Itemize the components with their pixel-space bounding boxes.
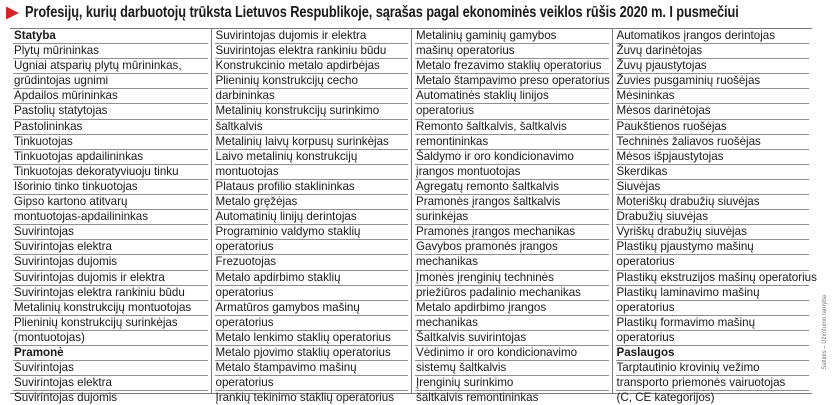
table-row: Įmonės įrenginių techninės [415, 271, 609, 286]
table-row: Metalinių konstrukcijų montuotojas [13, 301, 208, 316]
table-row: surinkėjas [415, 210, 609, 225]
table-column-1 [10, 29, 211, 405]
table-row: operatorius [215, 286, 409, 301]
table-row: Metalo gręžėjas [215, 195, 409, 210]
table-row: Pramonės įrangos mechanikas [415, 225, 609, 240]
table-row: Ugniai atsparių plytų mūrininkas, [13, 59, 208, 74]
table-row: Paukštienos ruošėjas [616, 120, 810, 135]
table-row: operatorius [215, 240, 409, 255]
table-row: Siuvėjas [616, 180, 810, 195]
table-row: darbininkas [215, 89, 409, 104]
table-row: įrangos montuotojas [415, 165, 609, 180]
table-row: operatorius [415, 104, 609, 119]
section-header: Pramonė [13, 346, 208, 361]
table-row: Armatūros gamybos mašinų [215, 301, 409, 316]
table-row: Tinkuotojas apdailininkas [13, 150, 208, 165]
table-row: (montuotojas) [13, 331, 208, 346]
table-row: Metalo frezavimo staklių operatorius [415, 59, 609, 74]
table-row: Automatinės staklių linijos [415, 89, 609, 104]
table-row: Metalo pjovimo staklių operatorius [215, 346, 409, 361]
table-row: Laivo metalinių konstrukcijų [215, 150, 409, 165]
table-row: Išorinio tinko tinkuotojas [13, 180, 208, 195]
table-row: Agregatų remonto šaltkalvis [415, 180, 609, 195]
table-row: Tinkuotojas [13, 135, 208, 150]
table-row: Pastolių statytojas [13, 104, 208, 119]
table-row: operatorius [616, 255, 810, 270]
table-row: Automatikos įrangos derintojas [616, 29, 810, 44]
table-row: Suvirintojas dujomis [14, 391, 118, 405]
table-row: Plieninių konstrukcijų surinkėjas [13, 316, 208, 331]
table-row: Metalo apdirbimo įrangos [415, 301, 609, 316]
table-row: Suvirintojas [13, 225, 208, 240]
table-row: mechanikas [415, 316, 609, 331]
table-row: sistemų šaltkalvis [415, 361, 609, 376]
table-row: Šaltkalvis suvirintojas [415, 331, 609, 346]
table-column-4 [612, 29, 817, 405]
table-row: Suvirintojas dujomis ir elektra [13, 271, 208, 286]
table-row: Plastikų pjaustymo mašinų [616, 240, 810, 255]
table-row: Automatinių linijų derintojas [215, 210, 409, 225]
table-row: Mėsininkas [616, 89, 810, 104]
table-row: Metalinių gaminių gamybos [415, 29, 609, 44]
table-row: Plytų mūrininkas [13, 44, 208, 59]
professions-table [10, 28, 817, 405]
table-row: mašinų operatorius [415, 44, 609, 59]
table-row: Metalo štampavimo preso operatorius [415, 74, 609, 89]
table-row: operatorius [215, 376, 409, 391]
table-row: Plieninių konstrukcijų cecho [215, 74, 409, 89]
table-row: Suvirintojas elektra [13, 376, 208, 391]
table-row: operatorius [616, 301, 810, 316]
table-row: Metalo apdirbimo staklių [215, 271, 409, 286]
table-row: Gipso kartono atitvarų [13, 195, 208, 210]
table-row: priežiūros padalinio mechanikas [415, 286, 609, 301]
table-row: Plastikų formavimo mašinų [616, 316, 810, 331]
table-row: Drabužių siuvėjas [616, 210, 810, 225]
table-column-2 [211, 29, 412, 405]
table-row: montuotojas [215, 165, 409, 180]
table-row: operatorius [215, 316, 409, 331]
table-row: Mėsos išpjaustytojas [616, 150, 810, 165]
table-row: Moteriškų drabužių siuvėjas [616, 195, 810, 210]
table-row: grūdintojas ugnimi [13, 74, 208, 89]
table-row: Skerdikas [616, 165, 810, 180]
section-header: Paslaugos [616, 346, 810, 361]
table-row: šaltkalvis remontininkas [416, 391, 539, 405]
table-row: Metalo štampavimo mašinų [215, 361, 409, 376]
table-row: šaltkalvis [215, 120, 409, 135]
table-row: Šaldymo ir oro kondicionavimo [415, 150, 609, 165]
table-row: Žuvų darinėtojas [616, 44, 810, 59]
table-row: Plataus profilio staklininkas [215, 180, 409, 195]
table-row: Suvirintojas [13, 361, 208, 376]
table-row: Plastikų laminavimo mašinų [616, 286, 810, 301]
table-row: Suvirintojas dujomis [13, 255, 208, 270]
table-row: Programinio valdymo staklių [215, 225, 409, 240]
page-title: Profesijų, kurių darbuotojų trūksta Lietuvos Respublikoje, sąrašas pagal ekonominės veiklos rūšis 2020 m. I pusmečiui [25, 4, 739, 21]
table-row: Suvirintojas elektra rankiniu būdu [215, 44, 409, 59]
table-row: Žuvies pusgaminių ruošėjas [616, 74, 810, 89]
table-row: Gavybos pramonės įrangos [415, 240, 609, 255]
section-header: Statyba [13, 29, 208, 44]
table-row: Suvirintojas dujomis ir elektra [215, 29, 409, 44]
table-row: Suvirintojas elektra [13, 240, 208, 255]
table-row: Suvirintojas elektra rankiniu būdu [13, 286, 208, 301]
table-row: Apdailos mūrininkas [13, 89, 208, 104]
table-row: Įrankių tekinimo staklių operatorius [215, 391, 394, 405]
table-row: Konstrukcinio metalo apdirbėjas [215, 59, 409, 74]
table-column-3 [411, 29, 612, 405]
table-row: Metalinių laivų korpusų surinkėjas [215, 135, 409, 150]
table-row: transporto priemonės vairuotojas [616, 376, 810, 391]
title-bar [6, 2, 829, 24]
table-row: remontininkas [415, 135, 609, 150]
table-row: Pramonės įrangos šaltkalvis [415, 195, 609, 210]
table-row: Žuvų pjaustytojas [616, 59, 810, 74]
table-row: Vėdinimo ir oro kondicionavimo [415, 346, 609, 361]
table-row: Metalinių konstrukcijų surinkimo [215, 104, 409, 119]
table-row: Pastolininkas [13, 120, 208, 135]
table-row: Metalo lenkimo staklių operatorius [215, 331, 409, 346]
table-row: montuotojas-apdailininkas [13, 210, 208, 225]
table-row: (C, CE kategorijos) [616, 391, 715, 405]
table-row: Tarptautinio krovinių vežimo [616, 361, 810, 376]
table-row: Įrenginių surinkimo [415, 376, 609, 391]
title-triangle-icon [6, 7, 19, 20]
table-row: Tinkuotojas dekoratyviuoju tinku [13, 165, 208, 180]
table-row: Frezuotojas [215, 255, 409, 270]
table-row: Plastikų ekstruzijos mašinų operatorius [616, 271, 810, 286]
table-row: mechanikas [415, 255, 609, 270]
table-row: Vyriškų drabužių siuvėjas [616, 225, 810, 240]
table-row: Mėsos darinėtojas [616, 104, 810, 119]
table-row: Techninės žaliavos ruošėjas [616, 135, 810, 150]
table-row: operatorius [616, 331, 810, 346]
source-note: Šaltinis – Užimtumo tarnyba [822, 295, 828, 370]
table-row: Remonto šaltkalvis, šaltkalvis [415, 120, 609, 135]
